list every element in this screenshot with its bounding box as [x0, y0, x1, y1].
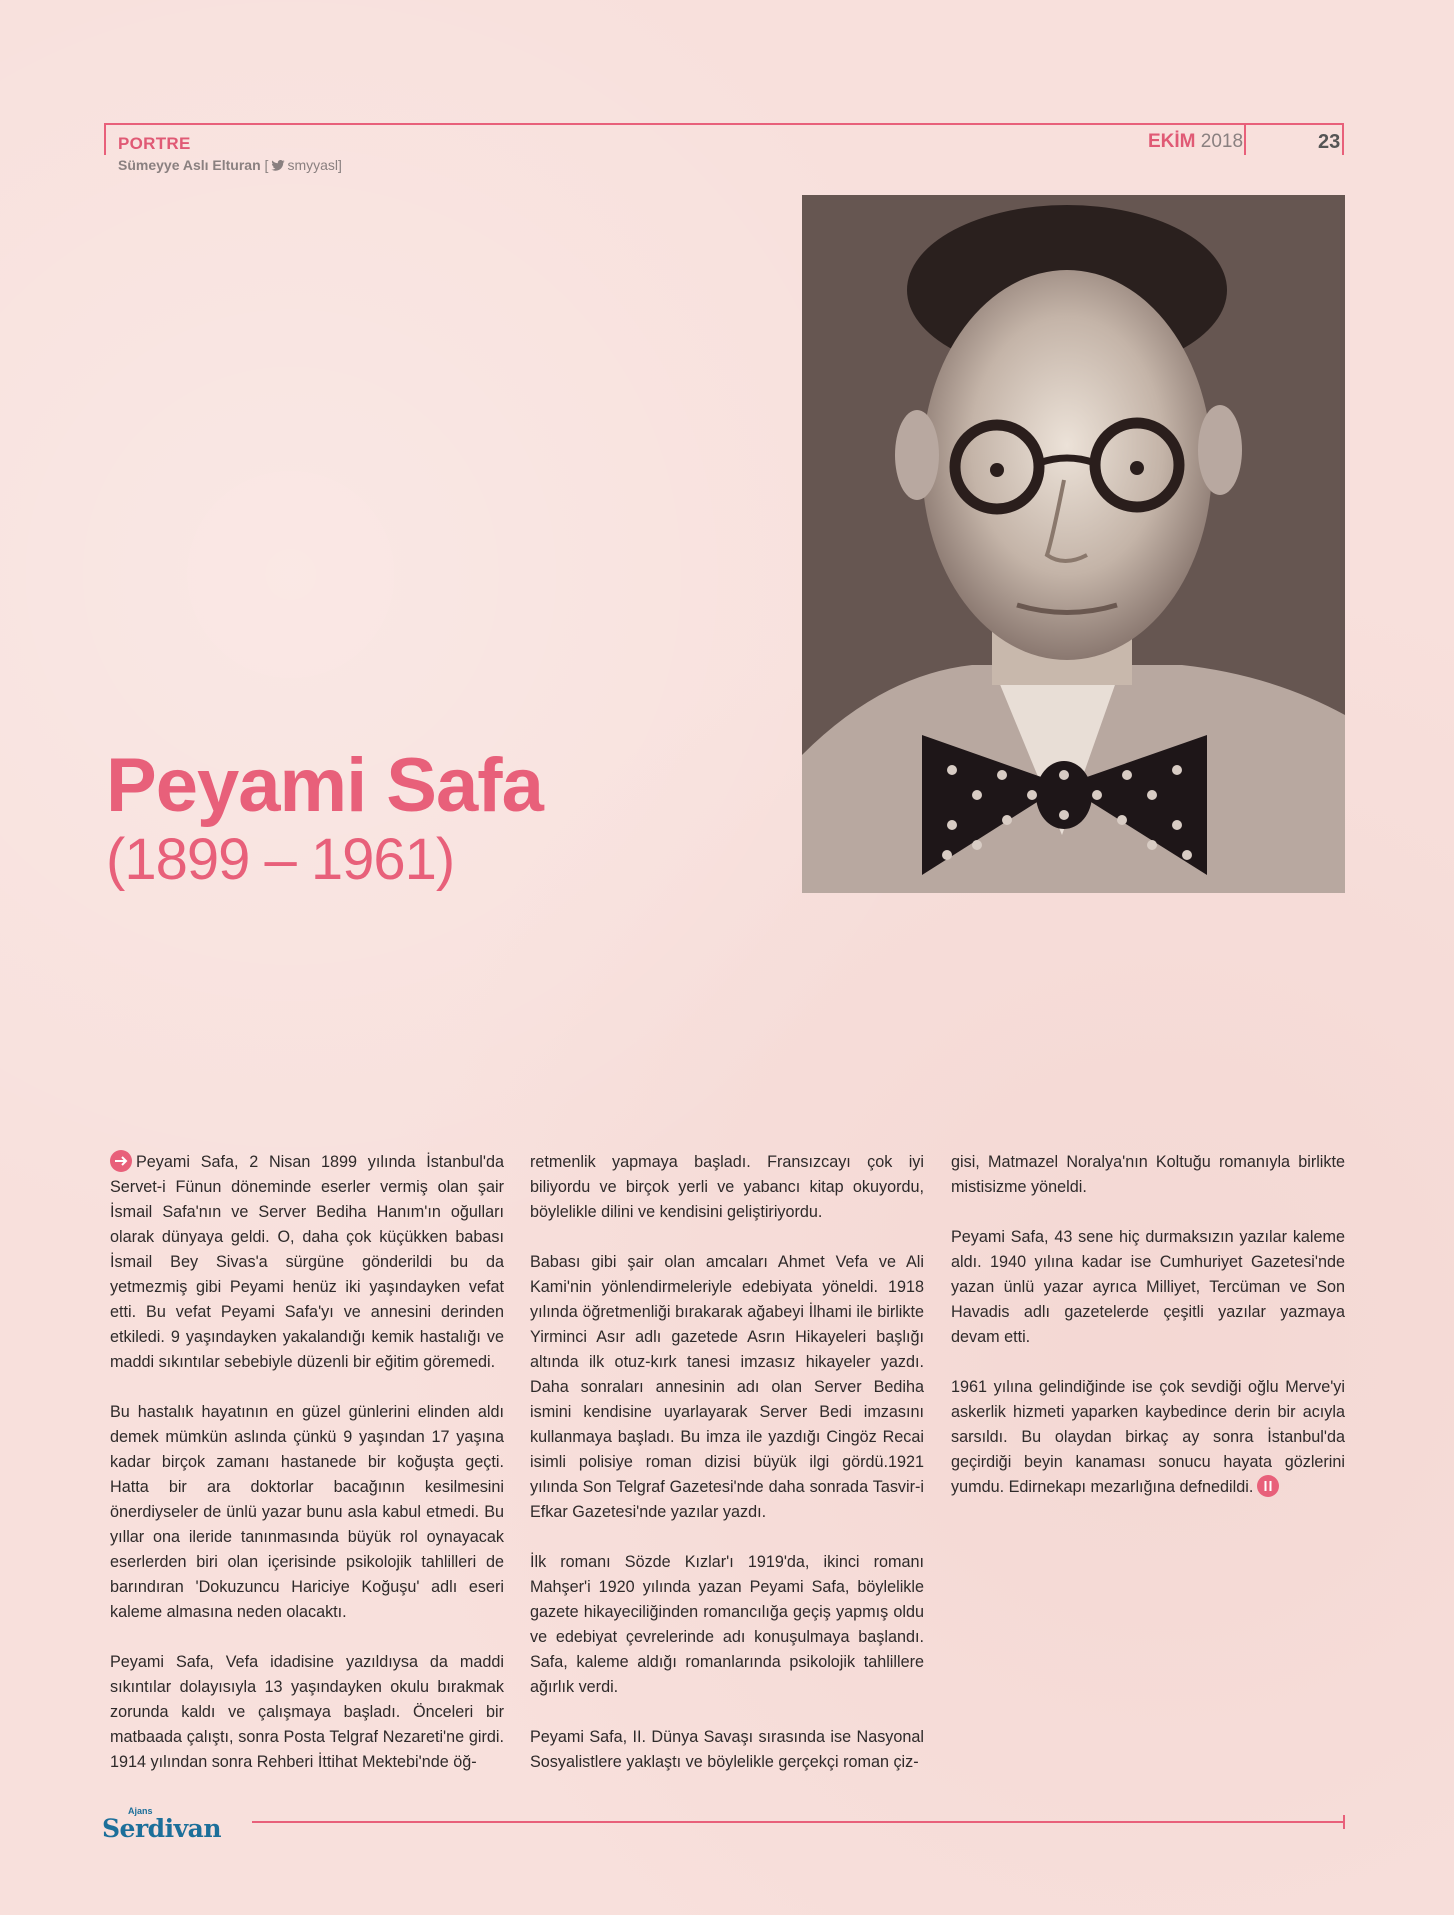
- arrow-right-icon: [110, 1150, 132, 1172]
- issue-month: EKİM: [1148, 131, 1196, 152]
- paragraph: gisi, Matmazel Noralya'nın Koltuğu romanıyla birlikte mistisizme yöneldi.: [951, 1153, 1345, 1196]
- twitter-icon: [271, 160, 285, 171]
- paragraph: [110, 1150, 504, 1375]
- portrait-illustration: [802, 195, 1345, 893]
- section-label: PORTRE: [118, 134, 191, 153]
- paragraph: İlk romanı Sözde Kızlar'ı 1919'da, ikinci romanı Mahşer'i 1920 yılında yazan Peyami Safa, böylelikle gazete hikayeciliğinden romancılığa geçiş yapmış oldu ve edebiyat çevrelerinde adı konuşulmaya başlandı. Safa, kaleme aldığı romanlarında psikolojik tahlillere ağırlık verdi.: [530, 1553, 924, 1696]
- paragraph: Bu hastalık hayatının en güzel günlerini elinden aldı demek mümkün aslında çünkü 9 yaşından 17 yaşına kadar birçok zamanı hastanede bir koğuşta geçti. Hatta bir ara doktorlar bacağının kesilmesini önerdiyseler de ünlü yazar bunu asla kabul etmedi. Bu yıllar ona ileride tanınmasında büyük rol oynayacak eserlerden biri olan içerisinde psikolojik tahlilleri de barındıran 'Dokuzuncu Hariciye Koğuşu' adlı eseri kaleme almasına neden olacaktı.: [110, 1403, 504, 1621]
- byline: [118, 157, 342, 173]
- paragraph: Peyami Safa, II. Dünya Savaşı sırasında ise Nasyonal Sosyalistlere yaklaştı ve böylelikle gerçekçi roman çiz-: [530, 1728, 924, 1771]
- issue-year: 2018: [1200, 131, 1244, 152]
- column-2: [530, 1150, 924, 1800]
- twitter-handle: smyyasl: [287, 157, 338, 173]
- footer-rule-tick: [1343, 1815, 1345, 1829]
- paragraph: [951, 1375, 1345, 1500]
- paragraph: retmenlik yapmaya başladı. Fransızcayı çok iyi biliyordu ve birçok yerli ve yabancı kitap okuyordu, böylelikle dilini ve kendisini geliştiriyordu.: [530, 1153, 924, 1221]
- header-rule-left-tick: [104, 123, 106, 155]
- footer-rule: [252, 1821, 1345, 1823]
- paragraph: Peyami Safa, 43 sene hiç durmaksızın yazılar kaleme aldı. 1940 yılına kadar ise Cumhuriyet Gazetesi'nde yazan ünlü yazar ayrıca Milliyet, Tercüman ve Son Havadis adlı gazetelerde çeşitli yazılar yazmaya devam etti.: [951, 1228, 1345, 1346]
- paragraph: Babası gibi şair olan amcaları Ahmet Vefa ve Ali Kami'nin yönlendirmeleriyle edebiyata yöneldi. 1918 yılında öğretmenliği bırakarak ağabeyi İlhami ile birlikte Yirminci Asır adlı gazetede Asrın Hikayeleri başlığı altında ilk otuz-kırk tanesi imzasız hikayeler yazdı. Daha sonraları annesinin adı olan Server Bediha ismini kendisine uyarlayarak Server Bedi imzasını kullanmaya başladı. Bu imza ile yazdığı Cingöz Recai isimli polisiye roman dizisi büyük ilgi gördü.1921 yılında Son Telgraf Gazetesi'nde daha sonrada Tasvir-i Efkar Gazetesi'nde yazılar yazdı.: [530, 1253, 924, 1521]
- article-years: (1899 – 1961): [106, 827, 455, 892]
- paragraph-text: 1961 yılına gelindiğinde ise çok sevdiği oğlu Merve'yi askerlik hizmeti yaparken kaybedince derin bir acıyla sarsıldı. Bu olaydan birkaç ay sonra İstanbul'da geçirdiği beyin kanaması sonucu hayata gözlerini yumdu. Edirnekapı mezarlığına defnedildi.: [951, 1378, 1345, 1496]
- article-title: Peyami Safa: [106, 743, 543, 828]
- logo-text: Serdivan: [102, 1814, 222, 1843]
- paragraph-text: Peyami Safa, 2 Nisan 1899 yılında İstanbul'da Servet-i Fünun döneminde eserler vermiş olan şair İsmail Safa'nın ve Server Bediha Hanım'ın oğulları olarak dünyaya geldi. O, daha çok küçükken babası İsmail Bey Sivas'a sürgüne gönderildi bu da yetmezmiş gibi Peyami henüz iki yaşındayken vefat etti. Bu vefat Peyami Safa'yı ve annesini derinden etkiledi. 9 yaşındayken yakalandığı kemik hastalığı ve maddi sıkıntılar sebebiyle düzenli bir eğitim göremedi.: [110, 1153, 504, 1371]
- logo-small-text: Ajans: [128, 1806, 153, 1816]
- column-1: [110, 1150, 504, 1800]
- header-rule-right-tick: [1342, 123, 1344, 155]
- portrait-photo: [802, 195, 1345, 893]
- handle-bracket-open: [: [264, 157, 269, 173]
- handle-bracket-close: ]: [338, 157, 342, 173]
- column-3: [951, 1150, 1345, 1525]
- header-rule-mid-tick: [1244, 123, 1246, 155]
- issue-date: [1148, 131, 1243, 153]
- paragraph: Peyami Safa, Vefa idadisine yazıldıysa da maddi sıkıntılar dolayısıyla 13 yaşındayken okulu bırakmak zorunda kaldı ve çalışmaya başladı. Önceleri bir matbaada çalıştı, sonra Posta Telgraf Nezareti'ne girdi. 1914 yılından sonra Rehberi İttihat Mektebi'nde öğ-: [110, 1653, 504, 1771]
- end-mark-icon: [1257, 1475, 1279, 1497]
- page-number: 23: [1318, 131, 1341, 153]
- header-rule: [104, 123, 1344, 125]
- author-name: Sümeyye Aslı Elturan: [118, 157, 261, 173]
